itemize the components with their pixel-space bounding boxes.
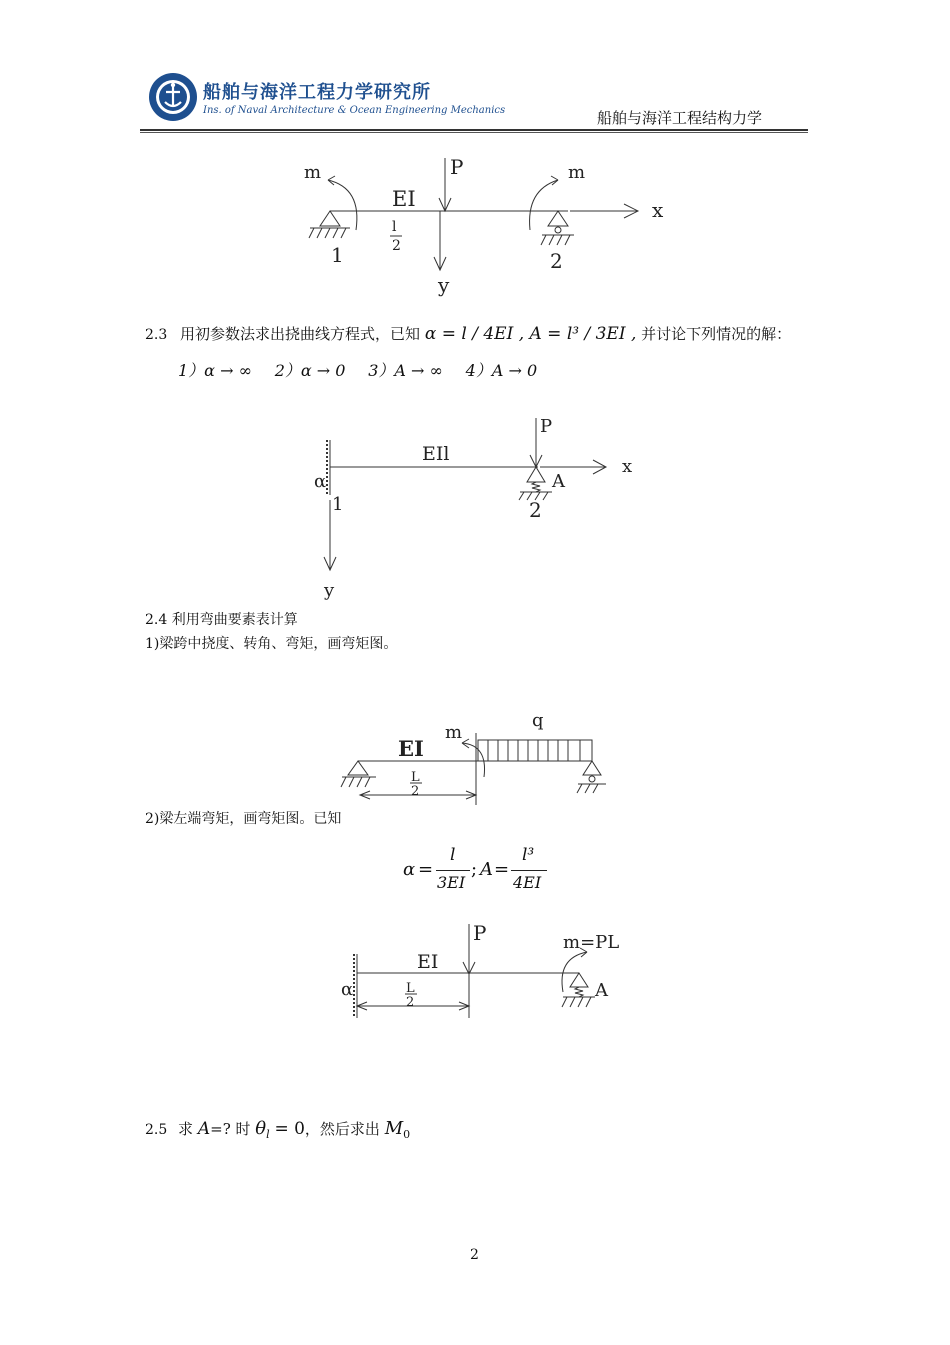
problem-after: ，然后求出: [304, 1120, 380, 1138]
equals-zero: = 0: [274, 1119, 305, 1139]
label-q: q: [532, 710, 544, 731]
figure-cantilever-spring: [300, 410, 650, 605]
right-roller-support: [548, 211, 568, 226]
label-alpha: α: [314, 471, 327, 492]
right-moment-arrow: [530, 180, 558, 230]
label-x: x: [622, 456, 633, 477]
distributed-load-q: [478, 740, 592, 761]
formula-num-2: l³: [522, 845, 535, 865]
figure-simply-supported-beam: [290, 150, 680, 300]
label-alpha: α: [341, 979, 354, 1000]
formula-a: A: [480, 859, 493, 880]
label-den: 2: [406, 995, 415, 1010]
fraction-bar-2: [511, 870, 547, 871]
symbol-m-sub: 0: [403, 1128, 411, 1141]
problem-2-5: [145, 1119, 410, 1145]
label-m-left: m: [304, 162, 322, 183]
formula-num-1: l: [450, 845, 456, 865]
figure-distributed-load-beam: [330, 705, 620, 805]
institute-name-cn: 船舶与海洋工程力学研究所: [203, 82, 431, 103]
right-roller-support: [583, 761, 601, 775]
label-l: L: [411, 770, 420, 785]
left-moment-arrow: [328, 180, 357, 230]
formula-alpha: α: [403, 859, 416, 880]
label-ei: EI: [398, 736, 424, 761]
label-p: P: [450, 155, 464, 179]
symbol-theta: θ: [255, 1118, 267, 1139]
spring-support: [570, 973, 588, 987]
label-half-num: l: [392, 219, 397, 235]
left-pin-support: [320, 211, 340, 226]
problem-equation: α = l / 4EI , A = l³ / 3EI ,: [424, 324, 637, 344]
label-a: A: [595, 980, 608, 1001]
moment-arrow-m: [462, 743, 485, 777]
fraction-bar-1: [436, 870, 470, 871]
label-a: A: [552, 471, 565, 492]
label-l: L: [406, 981, 415, 996]
symbol-m: M: [384, 1118, 404, 1139]
formula-alpha-a: [400, 845, 560, 895]
problem-2-4-item-1: 1)梁跨中挠度、转角、弯矩，画弯矩图。: [145, 636, 398, 652]
label-node-2: 2: [529, 498, 542, 522]
formula-eq-1: =: [418, 859, 434, 880]
page-number: 2: [470, 1247, 479, 1263]
label-p: P: [473, 921, 487, 945]
formula-eq-2: =: [494, 859, 510, 880]
label-p: P: [540, 416, 553, 437]
institute-logo: [148, 72, 198, 122]
institute-name-en: Ins. of Naval Architecture & Ocean Engineering Mechanics: [203, 105, 506, 116]
problem-2-3: [145, 324, 791, 345]
label-y: y: [438, 273, 450, 297]
label-node-2: 2: [550, 249, 563, 273]
label-m-right: m: [568, 162, 586, 183]
label-node-1: 1: [332, 494, 344, 515]
label-ei: EIl: [422, 443, 450, 465]
label-node-1: 1: [331, 243, 344, 267]
symbol-theta-sub: l: [266, 1128, 270, 1141]
problem-text: 用初参数法求出挠曲线方程式，已知: [180, 325, 421, 343]
label-den: 2: [411, 784, 420, 799]
problem-number: 2.5: [145, 1122, 168, 1138]
case-3: 3）A → ∞: [368, 361, 443, 380]
label-m: m: [445, 722, 463, 743]
case-2: 2）α → 0: [274, 361, 346, 380]
label-half-den: 2: [392, 238, 401, 254]
figure-cantilever-moment: [335, 918, 625, 1028]
problem-text: 求: [178, 1120, 194, 1138]
header-rule-thin: [140, 132, 808, 133]
moment-arrow-m: [562, 952, 587, 992]
problem-2-4-title: 2.4 利用弯曲要素表计算: [145, 612, 298, 628]
symbol-a: A: [197, 1119, 211, 1139]
course-title: 船舶与海洋工程结构力学: [597, 109, 763, 127]
left-pin-support: [348, 761, 368, 775]
case-4: 4）A → 0: [465, 361, 538, 380]
problem-2-3-cases: [178, 361, 537, 381]
header-rule: [140, 129, 808, 131]
label-ei: EI: [417, 951, 439, 973]
label-y: y: [324, 580, 335, 601]
problem-tail: 并讨论下列情况的解：: [641, 325, 792, 343]
spring-support: [527, 467, 545, 482]
label-x: x: [652, 198, 664, 222]
problem-2-4-item-2: 2)梁左端弯矩，画弯矩图。已知: [145, 811, 342, 827]
problem-number: 2.3: [145, 327, 168, 343]
label-ei: EI: [392, 187, 416, 211]
label-m-pl: m=PL: [563, 932, 620, 953]
case-1: 1）α → ∞: [178, 361, 252, 380]
formula-den-2: 4EI: [513, 873, 542, 892]
formula-den-1: 3EI: [437, 873, 466, 892]
problem-question: =? 时: [210, 1120, 251, 1138]
formula-sep: ;: [471, 859, 478, 880]
